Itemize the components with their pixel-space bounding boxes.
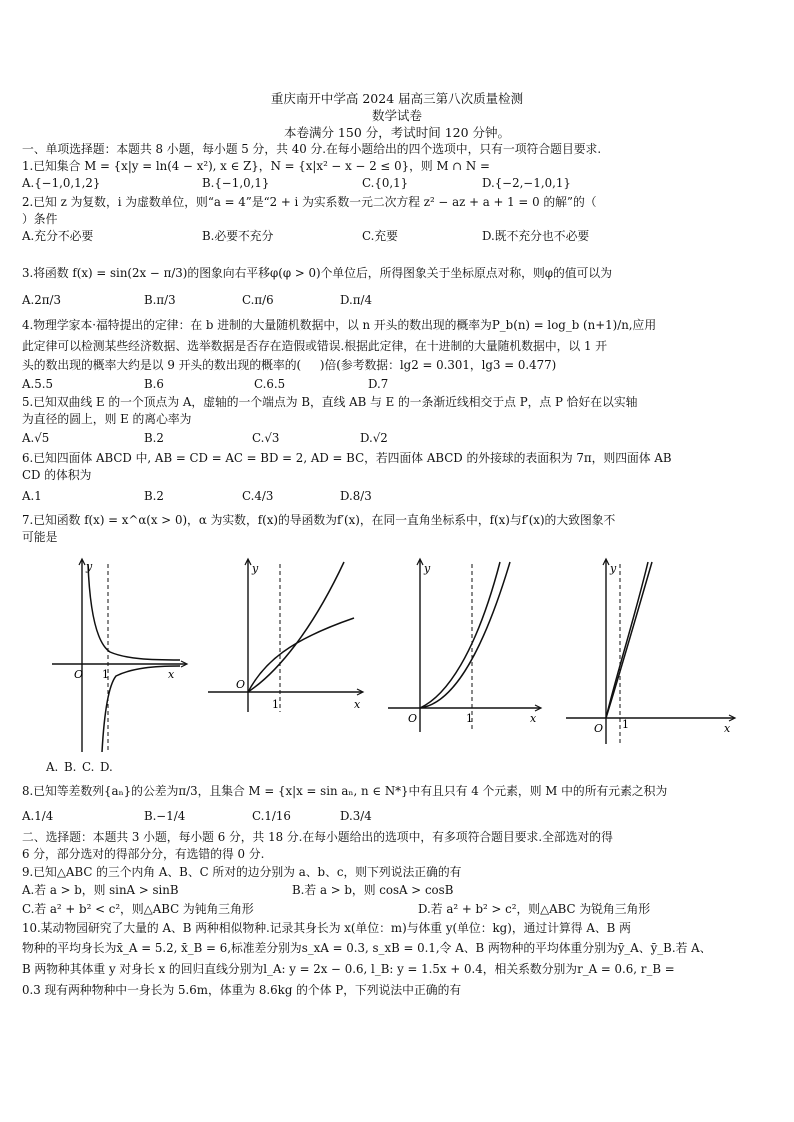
q2-stem-2: ）条件 [22, 212, 58, 226]
q3-stem: 3.将函数 f(x) = sin(2x − π/3)的图象向右平移φ(φ > 0)个单位后，所得图象关于坐标原点对称，则φ的值可以为 [22, 266, 612, 280]
q4-stem-2: 此定律可以检测某些经济数据、选举数据是否存在造假或错误.根据此定律，在十进制的大量随机数据中，以 1 开 [22, 339, 608, 353]
origin-label: O [74, 668, 84, 681]
x-label: x [530, 712, 537, 725]
curve-f [606, 562, 652, 718]
q2-option-d: D.既不充分也不必要 [482, 229, 590, 243]
q7-graph-a [50, 556, 190, 756]
curve-f [88, 564, 180, 660]
q8-option-c: C.1/16 [252, 809, 291, 823]
q7-choice-c: C. [82, 760, 95, 774]
origin-label: O [408, 712, 418, 725]
q1-option-c: C.{0,1} [362, 176, 409, 190]
q4-stem-3: 头的数出现的概率大约是以 9 开头的数出现的概率的( )倍(参考数据：lg2 = 0.301，lg3 = 0.477) [22, 358, 557, 372]
q1-option-d: D.{−2,−1,0,1} [482, 176, 571, 190]
q1-option-a: A.{−1,0,1,2} [22, 176, 101, 190]
q2-stem-1: 2.已知 z 为复数，i 为虚数单位，则“a = 4”是“2 + i 为实系数一元二次方程 z² − az + a + 1 = 0 的解”的（ [22, 195, 597, 209]
curve-f [420, 562, 510, 708]
x-label: x [354, 698, 361, 711]
q6-stem-2: CD 的体积为 [22, 468, 92, 482]
q5-stem-2: 为直径的圆上，则 E 的离心率为 [22, 412, 192, 426]
exam-title: 重庆南开中学高 2024 届高三第八次质量检测 [270, 91, 524, 106]
q2-option-c: C.充要 [362, 229, 398, 243]
q5-option-a: A.√5 [22, 431, 50, 445]
q8-stem: 8.已知等差数列{aₙ}的公差为π/3，且集合 M = {x|x = sin aₙ, n ∈ N*}中有且只有 4 个元素，则 M 中的所有元素之积为 [22, 784, 668, 798]
q5-option-d: D.√2 [360, 431, 388, 445]
x-label: x [724, 722, 731, 735]
q6-option-b: B.2 [144, 489, 164, 503]
section2-heading-2: 6 分，部分选对的得部分分，有选错的得 0 分. [22, 847, 265, 861]
q4-option-d: D.7 [368, 377, 389, 391]
tick-one-label: 1 [272, 698, 279, 711]
q9-option-d: D.若 a² + b² > c²，则△ABC 为锐角三角形 [418, 902, 651, 916]
q10-stem-3: B 两物种其体重 y 对身长 x 的回归直线分别为l_A: y = 2x − 0.6, l_B: y = 1.5x + 0.4，相关系数分别为r_A = 0.6, r_B = [22, 962, 675, 976]
q6-option-c: C.4/3 [242, 489, 274, 503]
q7-choice-b: B. [64, 760, 77, 774]
section1-heading: 一、单项选择题：本题共 8 小题，每小题 5 分，共 40 分.在每小题给出的四个选项中，只有一项符合题目要求. [22, 142, 602, 156]
q7-stem-2: 可能是 [22, 530, 58, 544]
q9-option-c: C.若 a² + b² < c²，则△ABC 为钝角三角形 [22, 902, 254, 916]
exam-info: 本卷满分 150 分，考试时间 120 分钟。 [283, 125, 511, 140]
q3-option-b: B.π/3 [144, 293, 176, 307]
origin-label: O [594, 722, 604, 735]
y-label: y [252, 562, 259, 575]
q4-option-c: C.6.5 [254, 377, 286, 391]
tick-one-label: 1 [466, 712, 473, 725]
q7-graph-d [562, 556, 738, 748]
curve-f-prime [606, 562, 648, 718]
q7-stem-1: 7.已知函数 f(x) = x^α(x > 0)，α 为实数，f(x)的导函数为f′(x)，在同一直角坐标系中，f(x)与f′(x)的大致图象不 [22, 513, 616, 527]
q6-option-a: A.1 [22, 489, 42, 503]
q1-option-b: B.{−1,0,1} [202, 176, 270, 190]
q9-option-b: B.若 a > b，则 cosA > cosB [292, 883, 454, 897]
q5-option-b: B.2 [144, 431, 164, 445]
q3-option-a: A.2π/3 [22, 293, 62, 307]
y-label: y [610, 562, 617, 575]
q1-stem: 1.已知集合 M = {x|y = ln(4 − x²), x ∈ Z}，N = {x|x² − x − 2 ≤ 0}，则 M ∩ N = [22, 159, 490, 173]
q5-option-c: C.√3 [252, 431, 280, 445]
q6-stem-1: 6.已知四面体 ABCD 中, AB = CD = AC = BD = 2, AD = BC，若四面体 ABCD 的外接球的表面积为 7π，则四面体 AB [22, 451, 672, 465]
x-label: x [168, 668, 175, 681]
q4-option-a: A.5.5 [22, 377, 54, 391]
exam-subtitle: 数学试卷 [371, 108, 422, 123]
q9-option-a: A.若 a > b，则 sinA > sinB [22, 883, 179, 897]
q5-stem-1: 5.已知双曲线 E 的一个顶点为 A，虚轴的一个端点为 B，直线 AB 与 E 的一条渐近线相交于点 P，点 P 恰好在以实轴 [22, 395, 638, 409]
q3-option-d: D.π/4 [340, 293, 373, 307]
q4-stem-1: 4.物理学家本·福特提出的定律：在 b 进制的大量随机数据中，以 n 开头的数出现的概率为P_b(n) = log_b (n+1)/n,应用 [22, 318, 657, 332]
q10-stem-2: 物种的平均身长为x̄_A = 5.2, x̄_B = 6,标准差分别为s_xA = 0.3, s_xB = 0.1,令 A、B 两物种的平均体重分别为ȳ_A、ȳ_B.若 A、 [22, 941, 712, 955]
q7-choice-d: D. [100, 760, 113, 774]
y-label: y [86, 560, 93, 573]
q7-graph-b [204, 556, 366, 716]
curve-f [248, 618, 354, 692]
q8-option-b: B.−1/4 [144, 809, 186, 823]
q7-graph-c [384, 556, 544, 736]
q7-choice-a: A. [46, 760, 59, 774]
q8-option-a: A.1/4 [22, 809, 54, 823]
q10-stem-1: 10.某动物园研究了大量的 A、B 两种相似物种.记录其身长为 x(单位：m)与体重 y(单位：kg)，通过计算得 A、B 两 [22, 921, 631, 935]
q10-stem-4: 0.3 现有两种物种中一身长为 5.6m，体重为 8.6kg 的个体 P，下列说法中正确的有 [22, 983, 462, 997]
q6-option-d: D.8/3 [340, 489, 372, 503]
q9-stem: 9.已知△ABC 的三个内角 A、B、C 所对的边分别为 a、b、c，则下列说法正确的有 [22, 865, 462, 879]
q2-option-a: A.充分不必要 [22, 229, 94, 243]
q8-option-d: D.3/4 [340, 809, 372, 823]
q3-option-c: C.π/6 [242, 293, 274, 307]
curve-f-prime [420, 562, 500, 708]
section2-heading-1: 二、选择题：本题共 3 小题，每小题 6 分，共 18 分.在每小题给出的选项中，有多项符合题目要求.全部选对的得 [22, 830, 613, 844]
q4-option-b: B.6 [144, 377, 164, 391]
q2-option-b: B.必要不充分 [202, 229, 274, 243]
tick-one-label: 1 [622, 718, 629, 731]
origin-label: O [236, 678, 246, 691]
tick-one-label: 1 [102, 668, 109, 681]
y-label: y [424, 562, 431, 575]
